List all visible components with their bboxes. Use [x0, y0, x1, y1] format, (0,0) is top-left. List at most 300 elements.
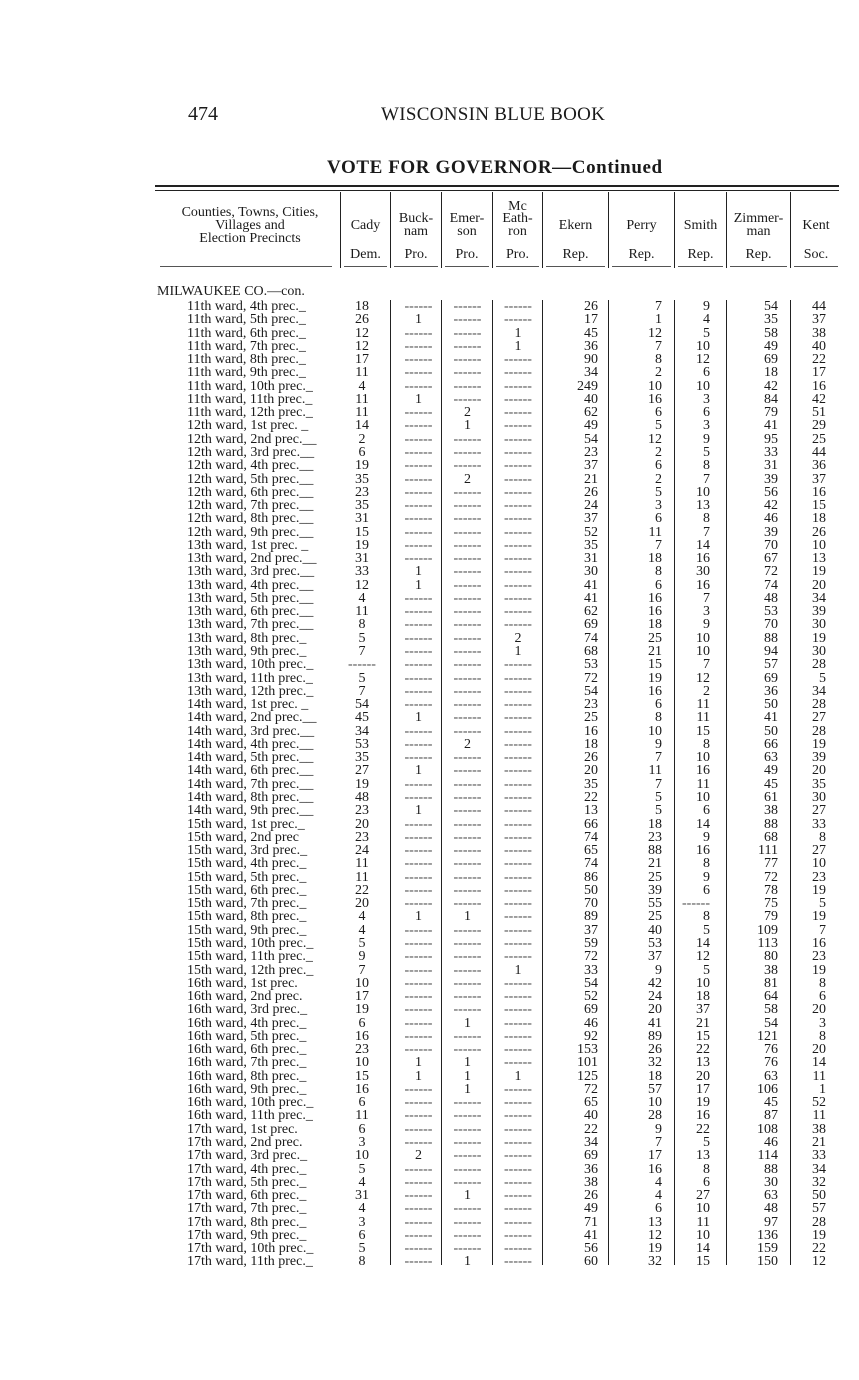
- vote-cell: 49: [764, 763, 778, 779]
- vote-cell: 34: [355, 723, 369, 739]
- precinct-name: 16th ward, 6th prec._: [187, 1042, 307, 1058]
- precinct-name: 11th ward, 8th prec._: [187, 352, 306, 368]
- vote-cell: 19: [355, 458, 369, 474]
- precinct-name: 17th ward, 3rd prec._: [187, 1148, 308, 1164]
- table-row: [0, 473, 859, 486]
- vote-cell: ------: [404, 431, 433, 447]
- vote-cell: 31: [584, 551, 598, 567]
- vote-cell: 16: [696, 551, 710, 567]
- table-row: [0, 1216, 859, 1229]
- vote-cell: ------: [453, 989, 482, 1005]
- vote-cell: ------: [404, 750, 433, 766]
- vote-cell: 76: [764, 1042, 778, 1058]
- vote-cell: 38: [812, 325, 826, 341]
- vote-cell: ------: [404, 670, 433, 686]
- header-bottom-rule: [160, 266, 332, 267]
- vote-cell: 2: [464, 471, 471, 487]
- vote-cell: 2: [655, 365, 662, 381]
- vote-cell: 46: [584, 1015, 598, 1031]
- vote-cell: 8: [655, 564, 662, 580]
- stub-header: Counties, Towns, Cities, Villages and Election Precincts: [181, 205, 319, 246]
- vote-cell: 6: [358, 444, 366, 460]
- vote-cell: 64: [764, 989, 778, 1005]
- vote-cell: ------: [453, 365, 482, 381]
- vote-cell: 54: [584, 975, 598, 991]
- column-header-party: Rep.: [562, 247, 589, 262]
- vote-cell: 35: [355, 471, 369, 487]
- vote-cell: 113: [757, 935, 778, 951]
- vote-cell: 8: [703, 736, 710, 752]
- vote-cell: 21: [584, 471, 598, 487]
- vote-cell: ------: [504, 1241, 532, 1257]
- vote-cell: ------: [504, 378, 532, 394]
- precinct-name: 15th ward, 9th prec._: [187, 922, 307, 938]
- table-row: [0, 645, 859, 658]
- vote-cell: 42: [764, 498, 778, 514]
- precinct-name: 16th ward, 5th prec._: [187, 1028, 307, 1044]
- vote-cell: 5: [358, 630, 366, 646]
- vote-cell: 5: [819, 896, 826, 912]
- precinct-name: 16th ward, 3rd prec._: [187, 1002, 308, 1018]
- vote-cell: 13: [696, 498, 710, 514]
- vote-cell: ------: [453, 1135, 482, 1150]
- vote-cell: ------: [682, 896, 710, 912]
- vote-cell: 20: [355, 816, 369, 832]
- vote-cell: ------: [504, 590, 532, 606]
- vote-cell: ------: [504, 657, 532, 673]
- vote-cell: ------: [504, 352, 532, 368]
- vote-cell: ------: [404, 989, 433, 1005]
- vote-cell: 89: [648, 1028, 662, 1044]
- vote-cell: 10: [696, 789, 710, 805]
- vote-cell: 21: [648, 856, 662, 872]
- precinct-name: 17th ward, 10th prec._: [187, 1241, 314, 1257]
- vote-cell: ------: [453, 299, 482, 314]
- vote-cell: 21: [812, 1135, 826, 1150]
- vote-cell: ------: [404, 1241, 433, 1257]
- vote-cell: 71: [584, 1214, 598, 1230]
- vote-cell: ------: [453, 498, 482, 514]
- vote-cell: 50: [764, 723, 778, 739]
- vote-cell: ------: [453, 524, 482, 540]
- column-header-underline: [678, 266, 723, 267]
- column-rule: [790, 192, 791, 268]
- vote-cell: 23: [648, 829, 662, 845]
- vote-cell: 8: [655, 352, 662, 368]
- vote-cell: ------: [504, 405, 532, 421]
- vote-cell: ------: [453, 325, 482, 341]
- vote-cell: ------: [504, 935, 532, 951]
- vote-cell: 4: [655, 1188, 662, 1204]
- vote-cell: ------: [404, 352, 433, 368]
- table-row: [0, 592, 859, 605]
- vote-cell: ------: [504, 1227, 532, 1243]
- vote-cell: 87: [764, 1108, 778, 1124]
- vote-cell: 1: [464, 1188, 471, 1204]
- vote-cell: 18: [648, 551, 662, 567]
- vote-cell: 63: [764, 1068, 778, 1084]
- vote-cell: ------: [404, 444, 433, 460]
- vote-cell: 5: [703, 962, 710, 978]
- table-row: [0, 1056, 859, 1069]
- vote-cell: ------: [404, 418, 433, 434]
- vote-cell: ------: [404, 617, 433, 633]
- table-top-rule: [155, 185, 839, 187]
- vote-cell: 1: [464, 1254, 471, 1270]
- vote-cell: ------: [453, 776, 482, 792]
- vote-cell: 11: [355, 391, 369, 407]
- vote-cell: 19: [812, 882, 826, 898]
- precinct-name: 12th ward, 7th prec.__: [187, 498, 314, 514]
- vote-cell: 61: [764, 789, 778, 805]
- vote-cell: 16: [812, 935, 826, 951]
- vote-cell: 89: [584, 909, 598, 925]
- table-row: [0, 1163, 859, 1176]
- vote-cell: ------: [504, 922, 532, 938]
- vote-cell: 39: [812, 604, 826, 620]
- vote-cell: 54: [355, 697, 369, 713]
- vote-cell: 46: [764, 511, 778, 527]
- vote-cell: 11: [812, 1068, 826, 1084]
- vote-cell: 27: [812, 710, 826, 726]
- vote-cell: 8: [655, 710, 662, 726]
- vote-cell: 33: [812, 816, 826, 832]
- vote-cell: ------: [453, 723, 482, 739]
- vote-cell: 16: [355, 1081, 369, 1097]
- vote-cell: 26: [584, 299, 598, 314]
- vote-cell: 7: [703, 524, 710, 540]
- vote-cell: ------: [404, 1095, 433, 1111]
- vote-cell: 6: [358, 1227, 366, 1243]
- vote-cell: 14: [696, 1241, 710, 1257]
- vote-cell: 11: [648, 524, 662, 540]
- vote-cell: 7: [358, 644, 366, 660]
- vote-cell: ------: [453, 537, 482, 553]
- vote-cell: ------: [504, 524, 532, 540]
- vote-cell: ------: [404, 896, 433, 912]
- vote-cell: 11: [355, 856, 369, 872]
- vote-cell: 18: [696, 989, 710, 1005]
- vote-cell: ------: [453, 869, 482, 885]
- table-row: [0, 1123, 859, 1136]
- vote-cell: 10: [696, 484, 710, 500]
- vote-cell: 1: [415, 909, 422, 925]
- precinct-name: 11th ward, 10th prec._: [187, 378, 313, 394]
- vote-cell: 20: [812, 1002, 826, 1018]
- vote-cell: 10: [696, 750, 710, 766]
- vote-cell: 1: [415, 577, 422, 593]
- precinct-name: 17th ward, 11th prec._: [187, 1254, 313, 1270]
- vote-cell: 14: [812, 1055, 826, 1071]
- vote-cell: 26: [584, 1188, 598, 1204]
- vote-cell: ------: [453, 816, 482, 832]
- column-header-name: Kent: [802, 218, 830, 233]
- table-row: [0, 1109, 859, 1122]
- vote-cell: 24: [355, 843, 369, 859]
- vote-cell: 3: [703, 604, 710, 620]
- vote-cell: ------: [504, 1002, 532, 1018]
- vote-cell: 31: [355, 511, 369, 527]
- vote-cell: 16: [648, 1161, 662, 1177]
- precinct-name: 13th ward, 2nd prec.__: [187, 551, 317, 567]
- vote-cell: ------: [504, 1095, 532, 1111]
- vote-cell: 46: [764, 1135, 778, 1150]
- vote-cell: ------: [404, 975, 433, 991]
- column-rule: [726, 192, 727, 268]
- vote-cell: 18: [648, 1068, 662, 1084]
- vote-cell: 37: [812, 312, 826, 328]
- vote-cell: 1: [415, 312, 422, 328]
- vote-cell: ------: [504, 750, 532, 766]
- vote-cell: 1: [415, 391, 422, 407]
- vote-cell: 19: [696, 1095, 710, 1111]
- vote-cell: 33: [764, 444, 778, 460]
- vote-cell: 38: [584, 1174, 598, 1190]
- vote-cell: ------: [504, 1161, 532, 1177]
- vote-cell: 3: [703, 391, 710, 407]
- vote-cell: 35: [584, 776, 598, 792]
- vote-cell: 25: [648, 909, 662, 925]
- vote-cell: 22: [355, 882, 369, 898]
- vote-cell: 54: [584, 431, 598, 447]
- vote-cell: 5: [358, 935, 366, 951]
- vote-cell: 4: [358, 590, 366, 606]
- vote-cell: 37: [812, 471, 826, 487]
- vote-cell: 48: [764, 590, 778, 606]
- vote-cell: 40: [812, 338, 826, 354]
- vote-cell: 22: [696, 1121, 710, 1137]
- vote-cell: 63: [764, 1188, 778, 1204]
- vote-cell: 7: [655, 338, 662, 354]
- vote-cell: ------: [404, 869, 433, 885]
- vote-cell: ------: [453, 338, 482, 354]
- vote-cell: ------: [504, 444, 532, 460]
- vote-cell: 3: [358, 1135, 366, 1150]
- table-row: [0, 857, 859, 870]
- vote-cell: 111: [758, 843, 778, 859]
- vote-cell: 68: [584, 644, 598, 660]
- precinct-name: 16th ward, 4th prec._: [187, 1015, 307, 1031]
- vote-cell: 24: [584, 498, 598, 514]
- vote-cell: 39: [764, 524, 778, 540]
- vote-cell: ------: [453, 710, 482, 726]
- vote-cell: 11: [696, 710, 710, 726]
- vote-cell: ------: [504, 1028, 532, 1044]
- column-header-party: Rep.: [687, 247, 714, 262]
- vote-cell: ------: [404, 816, 433, 832]
- vote-cell: 49: [584, 1201, 598, 1217]
- vote-cell: 77: [764, 856, 778, 872]
- vote-cell: 30: [812, 789, 826, 805]
- vote-cell: 54: [764, 299, 778, 314]
- precinct-name: 12th ward, 8th prec.__: [187, 511, 314, 527]
- vote-cell: 249: [577, 378, 598, 394]
- vote-cell: 11: [355, 365, 369, 381]
- vote-cell: 12: [648, 431, 662, 447]
- vote-cell: ------: [453, 1227, 482, 1243]
- vote-cell: 40: [584, 1108, 598, 1124]
- vote-cell: 20: [812, 1042, 826, 1058]
- vote-cell: 10: [812, 537, 826, 553]
- precinct-name: 15th ward, 4th prec._: [187, 856, 307, 872]
- vote-cell: 45: [764, 776, 778, 792]
- vote-cell: 11: [648, 763, 662, 779]
- vote-cell: ------: [404, 829, 433, 845]
- precinct-name: 12th ward, 2nd prec.__: [187, 431, 317, 447]
- vote-cell: ------: [453, 1174, 482, 1190]
- vote-cell: 53: [355, 736, 369, 752]
- vote-cell: 27: [696, 1188, 710, 1204]
- vote-cell: 17: [696, 1081, 710, 1097]
- vote-cell: 53: [764, 604, 778, 620]
- vote-cell: 22: [696, 1042, 710, 1058]
- vote-cell: 9: [655, 736, 662, 752]
- vote-cell: 8: [703, 1161, 710, 1177]
- column-header-underline: [546, 266, 605, 267]
- vote-cell: 35: [355, 750, 369, 766]
- column-header-underline: [612, 266, 671, 267]
- vote-cell: 10: [648, 723, 662, 739]
- vote-cell: 17: [355, 989, 369, 1005]
- vote-cell: 13: [696, 1055, 710, 1071]
- vote-cell: 33: [584, 962, 598, 978]
- precinct-name: 14th ward, 6th prec.__: [187, 763, 314, 779]
- vote-cell: 13: [812, 551, 826, 567]
- vote-cell: ------: [504, 1148, 532, 1164]
- vote-cell: 2: [464, 405, 471, 421]
- table-row: [0, 539, 859, 552]
- vote-cell: 39: [812, 750, 826, 766]
- table-row: [0, 924, 859, 937]
- vote-cell: ------: [504, 816, 532, 832]
- vote-cell: 5: [703, 325, 710, 341]
- vote-cell: 6: [358, 1121, 366, 1137]
- table-row: [0, 1043, 859, 1056]
- vote-cell: 26: [355, 312, 369, 328]
- vote-cell: 57: [812, 1201, 826, 1217]
- precinct-name: 15th ward, 5th prec._: [187, 869, 307, 885]
- column-header-name: Mc Eath- ron: [502, 198, 533, 239]
- vote-cell: 8: [358, 617, 366, 633]
- vote-cell: 20: [584, 763, 598, 779]
- vote-cell: ------: [504, 829, 532, 845]
- vote-cell: 4: [358, 909, 366, 925]
- vote-cell: 35: [584, 537, 598, 553]
- precinct-name: 14th ward, 1st prec. _: [187, 697, 309, 713]
- vote-cell: 19: [355, 537, 369, 553]
- precinct-name: 11th ward, 7th prec._: [187, 338, 306, 354]
- vote-cell: 6: [358, 1095, 366, 1111]
- vote-cell: 4: [703, 312, 710, 328]
- vote-cell: 53: [584, 657, 598, 673]
- precinct-name: 13th ward, 12th prec._: [187, 683, 314, 699]
- vote-cell: 66: [764, 736, 778, 752]
- table-row: [0, 897, 859, 910]
- vote-cell: 2: [703, 683, 710, 699]
- table-row: [0, 1136, 859, 1149]
- column-rule: [390, 192, 391, 268]
- vote-cell: 9: [655, 1121, 662, 1137]
- vote-cell: 70: [764, 617, 778, 633]
- vote-cell: ------: [404, 1002, 433, 1018]
- vote-cell: 74: [764, 577, 778, 593]
- vote-cell: ------: [404, 697, 433, 713]
- table-row: [0, 340, 859, 353]
- vote-cell: 30: [764, 1174, 778, 1190]
- column-header-party: Pro.: [506, 247, 529, 262]
- vote-cell: ------: [504, 1042, 532, 1058]
- vote-cell: 28: [648, 1108, 662, 1124]
- vote-cell: 6: [819, 989, 826, 1005]
- vote-cell: 40: [584, 391, 598, 407]
- vote-cell: 88: [764, 630, 778, 646]
- vote-cell: ------: [504, 909, 532, 925]
- precinct-name: 12th ward, 3rd prec.__: [187, 444, 315, 460]
- precinct-name: 13th ward, 7th prec.__: [187, 617, 314, 633]
- vote-cell: 69: [584, 617, 598, 633]
- vote-cell: 15: [696, 1028, 710, 1044]
- precinct-name: 13th ward, 1st prec. _: [187, 537, 309, 553]
- vote-cell: 32: [648, 1254, 662, 1270]
- vote-cell: 69: [584, 1148, 598, 1164]
- vote-cell: 30: [696, 564, 710, 580]
- vote-cell: 6: [703, 405, 710, 421]
- vote-cell: 1: [464, 1015, 471, 1031]
- vote-cell: ------: [504, 564, 532, 580]
- vote-cell: ------: [404, 378, 433, 394]
- vote-cell: 125: [577, 1068, 598, 1084]
- precinct-name: 14th ward, 5th prec.__: [187, 750, 314, 766]
- vote-cell: 10: [696, 1227, 710, 1243]
- vote-cell: 62: [584, 405, 598, 421]
- vote-cell: 5: [655, 484, 662, 500]
- vote-cell: 59: [584, 935, 598, 951]
- column-header-party: Pro.: [404, 247, 428, 262]
- vote-cell: ------: [453, 1108, 482, 1124]
- vote-cell: 37: [584, 458, 598, 474]
- vote-cell: ------: [404, 551, 433, 567]
- vote-cell: 20: [355, 896, 369, 912]
- vote-cell: 23: [355, 1042, 369, 1058]
- vote-cell: 18: [812, 511, 826, 527]
- table-row: [0, 459, 859, 472]
- vote-cell: 12: [355, 338, 369, 354]
- vote-cell: 7: [655, 1135, 662, 1150]
- vote-cell: ------: [504, 803, 532, 819]
- vote-cell: ------: [404, 1227, 433, 1243]
- vote-cell: ------: [504, 1254, 532, 1270]
- table-row: [0, 1096, 859, 1109]
- vote-cell: 52: [584, 524, 598, 540]
- table-row: [0, 871, 859, 884]
- vote-cell: 6: [655, 1201, 662, 1217]
- vote-cell: 3: [358, 1214, 366, 1230]
- table-row: [0, 1176, 859, 1189]
- vote-cell: ------: [504, 1121, 532, 1137]
- vote-cell: 10: [355, 975, 369, 991]
- precinct-name: 15th ward, 8th prec._: [187, 909, 307, 925]
- vote-cell: ------: [404, 1015, 433, 1031]
- vote-cell: 159: [757, 1241, 778, 1257]
- vote-cell: 1: [464, 1068, 471, 1084]
- vote-cell: 90: [584, 352, 598, 368]
- vote-cell: 67: [764, 551, 778, 567]
- vote-cell: 7: [655, 750, 662, 766]
- vote-cell: 101: [577, 1055, 598, 1071]
- column-rule: [340, 192, 341, 268]
- vote-cell: 33: [812, 1148, 826, 1164]
- vote-cell: 9: [358, 949, 366, 965]
